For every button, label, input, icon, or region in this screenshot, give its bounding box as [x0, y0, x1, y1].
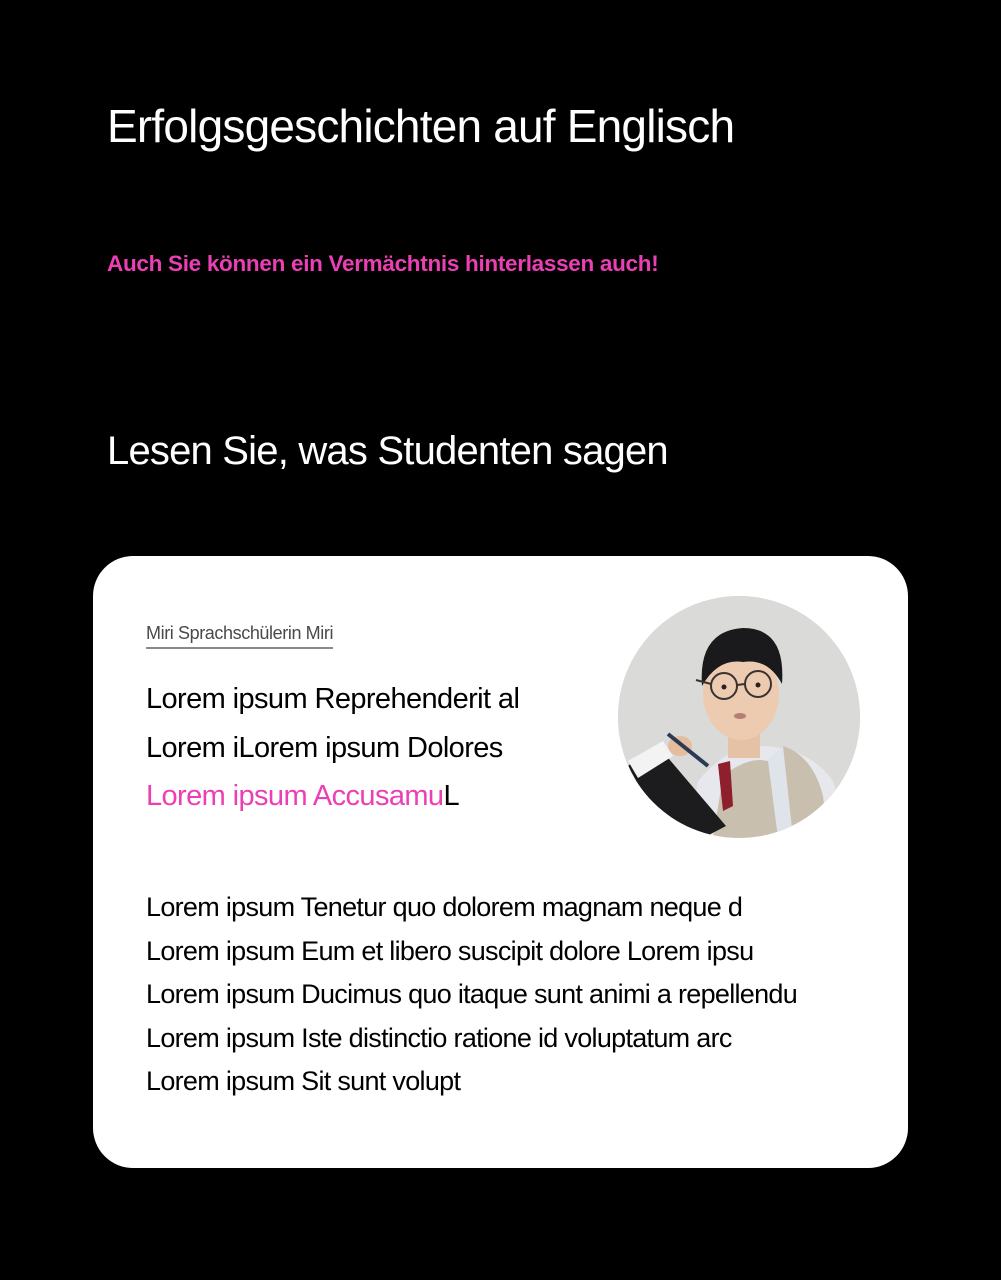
body-line: Lorem ipsum Ducimus quo itaque sunt animi a repellendu [146, 979, 798, 1009]
quote-line: Lorem iLorem ipsum Dolores [146, 731, 503, 764]
quote-line [146, 772, 586, 821]
tagline: Auch Sie können ein Vermächtnis hinterlassen auch! [107, 251, 659, 276]
quote-line: Lorem ipsum Reprehenderit al [146, 683, 520, 715]
body-line: Lorem ipsum Sit sunt volupt [146, 1066, 461, 1096]
testimonials-heading: Lesen Sie, was Studenten sagen [107, 429, 668, 473]
quote-highlight: Lorem ipsum Accusamu [146, 780, 444, 812]
student-name-link[interactable]: Miri Sprachschülerin Miri [146, 621, 333, 649]
body-line: Lorem ipsum Tenetur quo dolorem magnam neque d [146, 892, 743, 922]
student-portrait-icon [618, 596, 860, 838]
body-line: Lorem ipsum Eum et libero suscipit dolore Lorem ipsu [146, 935, 754, 966]
testimonial-body [146, 886, 866, 1104]
testimonial-card [93, 556, 908, 1168]
quote-tail: L [443, 780, 459, 812]
page-title: Erfolgsgeschichten auf Englisch [107, 100, 735, 152]
body-line: Lorem ipsum Iste distinctio ratione id voluptatum arc [146, 1022, 732, 1053]
student-avatar [618, 596, 860, 838]
testimonial-quote [146, 675, 586, 821]
